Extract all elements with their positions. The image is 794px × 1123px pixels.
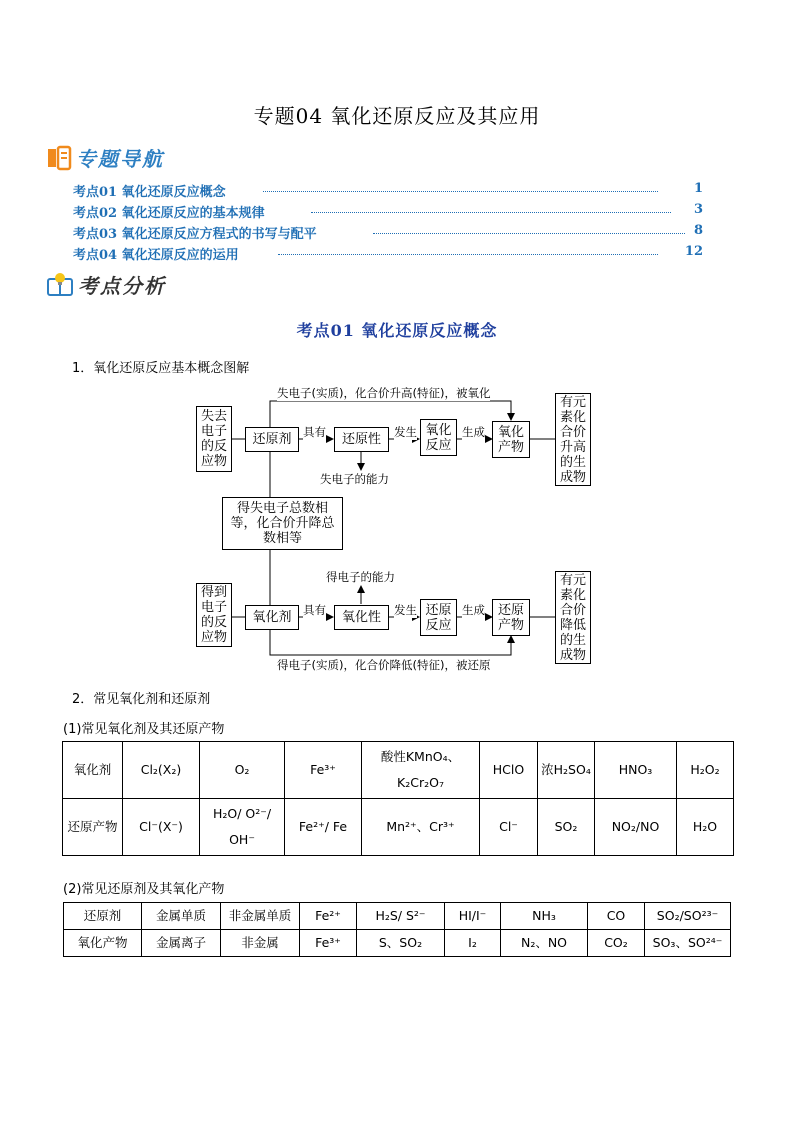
table-cell: Cl⁻(X⁻): [123, 799, 200, 856]
table-cell: 金属单质: [142, 903, 221, 930]
lose-electron-ability: 失电子的能力: [320, 472, 389, 486]
table-cell: HI/I⁻: [445, 903, 501, 930]
table-cell: Fe²⁺: [300, 903, 357, 930]
nav-banner-label: 专题导航: [76, 147, 164, 171]
table-cell: CO₂: [588, 930, 645, 957]
top-line-label: 失电子(实质)，化合价升高(特征)，被氧化: [277, 386, 491, 400]
section-title: 考点01 氧化还原反应概念: [296, 321, 498, 340]
toc-page: 8: [693, 223, 703, 238]
table-row: [64, 903, 731, 930]
occur-label: 发生: [394, 603, 417, 617]
bottom-line-label: 得电子(实质)，化合价降低(特征)，被还原: [277, 658, 491, 672]
table-cell: Fe³⁺: [285, 742, 362, 799]
gain-electron-ability: 得电子的能力: [326, 570, 395, 584]
reducing-agent-box: 还原剂: [245, 427, 299, 452]
toc-page: 12: [684, 244, 703, 259]
toc-item[interactable]: [73, 244, 703, 264]
toc-label: 考点03 氧化还原反应方程式的书写与配平: [73, 223, 319, 242]
table-cell: S、SO₂: [357, 930, 445, 957]
table-cell: H₂S/ S²⁻: [357, 903, 445, 930]
table-cell: Cl⁻: [480, 799, 538, 856]
table-cell: SO₂: [538, 799, 595, 856]
toc-item[interactable]: [73, 223, 703, 243]
toc-item[interactable]: [73, 181, 703, 201]
reduction-reaction-box: 还原反应: [420, 599, 457, 636]
oxidants-table: [62, 741, 734, 856]
has-label: 具有: [303, 603, 326, 617]
toc-label: 考点02 氧化还原反应的基本规律: [73, 202, 267, 221]
toc-label: 考点01 氧化还原反应概念: [73, 181, 228, 200]
table-cell: I₂: [445, 930, 501, 957]
oxidizing-agent-box: 氧化剂: [245, 605, 299, 630]
table-row: [63, 742, 734, 799]
table-cell: H₂O: [677, 799, 734, 856]
table-cell: 金属离子: [142, 930, 221, 957]
generate-label: 生成: [462, 425, 485, 439]
table-cell: 非金属单质: [221, 903, 300, 930]
top-left-box: 失去电子的反应物: [196, 406, 232, 472]
reducibility-box: 还原性: [334, 427, 389, 452]
paragraph: 1．氧化还原反应基本概念图解: [72, 361, 250, 376]
reductants-table: [63, 902, 731, 957]
top-right-box: 有元素化合价升高的生成物: [555, 393, 591, 486]
table-cell: N₂、NO: [501, 930, 588, 957]
table-cell: Fe²⁺/ Fe: [285, 799, 362, 856]
table-cell: Cl₂(X₂): [123, 742, 200, 799]
occur-label: 发生: [394, 425, 417, 439]
table-cell: 浓H₂SO₄: [538, 742, 595, 799]
paragraph: (1)常见氧化剂及其还原产物: [63, 722, 225, 737]
table-cell: H₂O₂: [677, 742, 734, 799]
toc-page: 1: [693, 181, 703, 196]
table-cell: Mn²⁺、Cr³⁺: [362, 799, 480, 856]
table-cell: HClO: [480, 742, 538, 799]
table-row: [64, 930, 731, 957]
table-cell: HNO₃: [595, 742, 677, 799]
balance-box: 得失电子总数相等，化合价升降总数相等: [222, 497, 343, 550]
bulb-icon: [46, 271, 74, 299]
generate-label: 生成: [462, 603, 485, 617]
page-title: 专题04 氧化还原反应及其应用: [253, 104, 541, 128]
bottom-right-box: 有元素化合价降低的生成物: [555, 571, 591, 664]
has-label: 具有: [303, 425, 326, 439]
analysis-banner: [46, 270, 166, 299]
table-cell: O₂: [200, 742, 285, 799]
reduction-product-box: 还原产物: [492, 599, 530, 636]
oxidizability-box: 氧化性: [334, 605, 389, 630]
table-cell: 氧化剂: [63, 742, 123, 799]
table-cell: CO: [588, 903, 645, 930]
analysis-banner-label: 考点分析: [78, 274, 166, 298]
paragraph: (2)常见还原剂及其氧化产物: [63, 882, 225, 897]
table-cell: NH₃: [501, 903, 588, 930]
table-cell: Fe³⁺: [300, 930, 357, 957]
table-cell: 酸性KMnO₄、K₂Cr₂O₇: [362, 742, 480, 799]
toc-item[interactable]: [73, 202, 703, 222]
table-cell: 还原剂: [64, 903, 142, 930]
table-cell: H₂O/ O²⁻/ OH⁻: [200, 799, 285, 856]
table-cell: 非金属: [221, 930, 300, 957]
paragraph: 2．常见氧化剂和还原剂: [72, 692, 211, 707]
toc-page: 3: [693, 202, 703, 217]
table-cell: SO₂/SO²³⁻: [645, 903, 731, 930]
table-cell: 氧化产物: [64, 930, 142, 957]
oxidation-reaction-box: 氧化反应: [420, 419, 457, 456]
table-row: [63, 799, 734, 856]
table-cell: 还原产物: [63, 799, 123, 856]
book-icon: [46, 145, 72, 171]
toc-label: 考点04 氧化还原反应的运用: [73, 244, 241, 263]
bottom-left-box: 得到电子的反应物: [196, 583, 232, 647]
oxidation-product-box: 氧化产物: [492, 421, 530, 458]
nav-banner: [46, 143, 164, 172]
table-cell: NO₂/NO: [595, 799, 677, 856]
table-cell: SO₃、SO²⁴⁻: [645, 930, 731, 957]
